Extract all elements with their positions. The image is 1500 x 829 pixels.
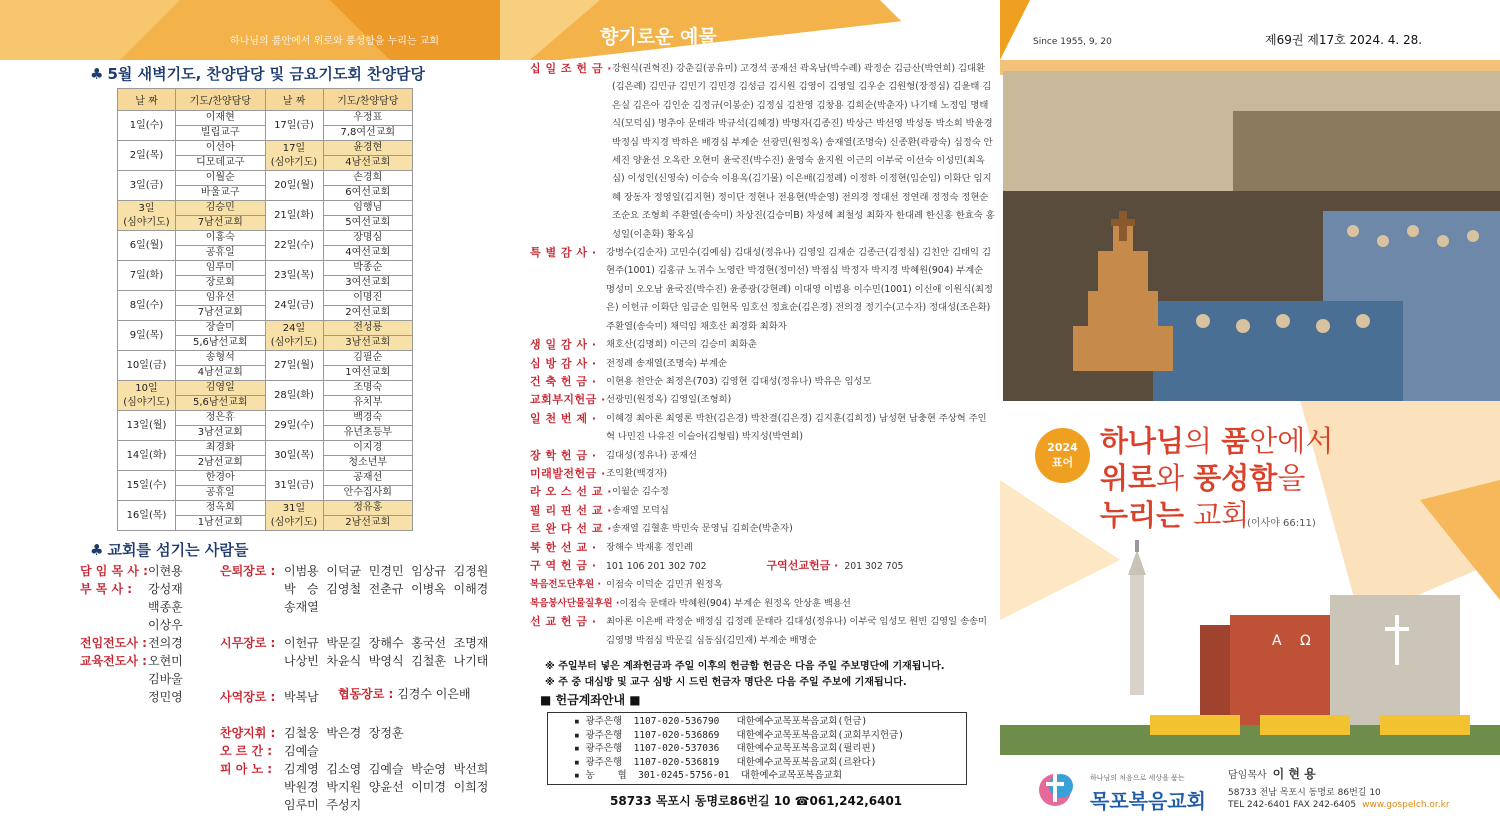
schedule-cell: 우정표 [323, 111, 413, 126]
col-date-2: 날 짜 [265, 89, 323, 111]
schedule-cell: 김승민 [176, 201, 266, 216]
panel-offerings [500, 0, 1000, 829]
staff-title [90, 539, 248, 560]
schedule-cell: 3여선교회 [323, 276, 413, 291]
schedule-cell: 24일(금) [265, 291, 323, 321]
offering-label: 라 오 스 선 교 · [530, 485, 612, 499]
header-graphic [500, 0, 1000, 60]
schedule-cell: 9일(목) [118, 321, 176, 351]
schedule-cell: 5,6남선교회 [176, 396, 266, 411]
offering-label: 교회부지헌금 · [530, 393, 606, 407]
offering-text: 채호산(김명희) 이근의 김승미 최화춘 [606, 339, 757, 351]
schedule-cell: 7일(화) [118, 261, 176, 291]
schedule-cell: 이명진 [323, 291, 413, 306]
schedule-cell: 22일(수) [265, 231, 323, 261]
staff-names: 이범용 이덕균 민경민 임상규 김정원 [284, 564, 489, 578]
staff-names: 김철웅 박은경 장정훈 [284, 726, 404, 740]
schedule-cell: 장명심 [323, 231, 413, 246]
schedule-row [118, 411, 413, 426]
account-line: ▪ 농 협 301-0245-5756-01 대한예수교목포복음교회 [574, 770, 843, 781]
offering-row [530, 410, 995, 447]
church-logo-icon [1033, 768, 1083, 808]
staff-row [80, 616, 220, 634]
offering-label: 생 일 감 사 · [530, 338, 597, 352]
staff-names: 전의경 [148, 636, 183, 650]
offering-label: 장 학 헌 금 · [530, 448, 597, 462]
offering-row [530, 465, 995, 483]
motto-word: 위로 [1100, 461, 1157, 495]
offering-text: 201 302 705 [844, 560, 904, 572]
staff-role: 찬양지휘 : [220, 726, 276, 740]
staff-names: 김바울 [148, 672, 183, 686]
staff-row [220, 778, 500, 796]
staff-names: 이현용 [148, 564, 183, 578]
offering-text: 송재열 김혈훈 박민숙 문영님 김희순(박춘자) [611, 523, 793, 535]
schedule-cell: 7남선교회 [176, 216, 266, 231]
offering-text: 101 106 201 302 702 [606, 560, 707, 572]
staff-row [220, 742, 500, 760]
offering-label: 심 방 감 사 · [530, 356, 597, 370]
account-title: ■ 헌금계좌안내 ■ [540, 693, 641, 707]
notice-2: ※ 주 중 대심방 및 교구 심방 시 드린 헌금자 명단은 다음 주일 주보에 기재됩니다. [545, 677, 907, 688]
staff-role [220, 580, 284, 598]
schedule-cell: 13일(월) [118, 411, 176, 441]
offering-row [530, 373, 995, 391]
schedule-cell: 윤경현 [323, 141, 413, 156]
schedule-cell: 조명숙 [323, 381, 413, 396]
schedule-cell: 16일(목) [118, 501, 176, 531]
offering-text: 김대성(정유나) 공재선 [606, 449, 698, 461]
church-slogan: 하나님의 처음으로 세상을 품는 [1090, 774, 1185, 782]
offering-row [530, 576, 995, 594]
offering-names [606, 355, 995, 373]
volume-info: 제69권 제17호 2024. 4. 28. [1265, 33, 1423, 47]
staff-role: 사역장로 : [220, 690, 276, 704]
schedule-row [118, 351, 413, 366]
account-line: ▪ 광주은행 1107-020-537036 대한예수교목포복음교회(필리핀) [574, 743, 877, 754]
schedule-cell: 임유선 [176, 291, 266, 306]
panel-schedule [0, 0, 500, 829]
schedule-header-row [118, 89, 413, 111]
schedule-cell: 1여선교회 [323, 366, 413, 381]
church-contact [1228, 800, 1450, 810]
schedule-row [118, 441, 413, 456]
offering-row [530, 447, 995, 465]
staff-row [220, 760, 500, 778]
schedule-cell: 15일(수) [118, 471, 176, 501]
schedule-cell: 1남선교회 [176, 516, 266, 531]
schedule-cell: 디모데교구 [176, 156, 266, 171]
account-line: ▪ 광주은행 1107-020-536819 대한예수교목포복음교회(르완다) [574, 756, 877, 768]
staff-row [80, 598, 220, 616]
staff-role [80, 616, 148, 634]
schedule-cell: 29일(수) [265, 411, 323, 441]
staff-row [80, 652, 220, 670]
schedule-cell: 안수집사회 [323, 486, 413, 501]
offering-text: 이현용 천안순 최정은(703) 김영현 김대성(정유나) 박유은 임성모 [606, 375, 872, 387]
schedule-cell: 청소년부 [323, 456, 413, 471]
worship-photo [1003, 71, 1500, 401]
associate-elder-value: 김경수 이은배 [397, 687, 471, 701]
schedule-cell: 빌립교구 [176, 126, 266, 141]
offering-names [606, 336, 995, 354]
offering-label: 구 역 헌 금 · [530, 558, 597, 572]
schedule-row [118, 381, 413, 396]
col-date-1: 날 짜 [118, 89, 176, 111]
staff-row [80, 580, 220, 598]
schedule-cell: 21일(화) [265, 201, 323, 231]
offering-text: 강병수(김순자) 고민수(김예심) 김대성(정유나) 김영일 김재순 김종근(김정심) 김친안 김태익 김현주(1001) 김홍규 노귀수 노영란 박경현(정미선) 박점심 박정자 박지경 박혜원(904) 부계순 명성미 오오남 윤국진(박수진) 윤종광(강현례) 이대영 이범용 이수민(1001) 이신애 이원식(최정은) 이헌규 이화단 임금순 임현목 임호선 정효순(김은경) 전의경 정기수(고수자) 정대성(조은화) 주환열(송숙미) 채덕임 채호산 최경화 최화자 [606, 247, 994, 332]
staff-row [220, 634, 500, 652]
schedule-cell: 백경숙 [323, 411, 413, 426]
offering-names [606, 391, 995, 409]
schedule-row [118, 291, 413, 306]
motto-word: 품 [1221, 424, 1250, 458]
offering-label: 선 교 헌 금 · [530, 615, 597, 629]
omega-letter: Ω [1300, 633, 1311, 649]
schedule-cell: 이홍숙 [176, 231, 266, 246]
schedule-cell: 10일 (심야기도) [118, 381, 176, 411]
badge-year: 2024 [1047, 441, 1078, 454]
offering-row [530, 520, 995, 538]
schedule-row [118, 171, 413, 186]
tel-fax: TEL 242-6401 FAX 242-6405 [1228, 800, 1357, 810]
schedule-cell: 김영일 [176, 381, 266, 396]
schedule-cell: 이재현 [176, 111, 266, 126]
schedule-cell: 임루미 [176, 261, 266, 276]
schedule-cell: 17일(금) [265, 111, 323, 141]
account-line: ▪ 광주은행 1107-020-536869 대한예수교목포복음교회(교회부지헌금) [574, 729, 904, 741]
schedule-cell: 6일(월) [118, 231, 176, 261]
schedule-cell: 한경아 [176, 471, 266, 486]
motto-word: 누리는 [1100, 498, 1185, 532]
offering-row [530, 244, 995, 336]
staff-row [220, 580, 500, 598]
schedule-cell: 장로회 [176, 276, 266, 291]
schedule-cell: 공휴일 [176, 486, 266, 501]
offering-names [612, 60, 995, 244]
schedule-cell: 5,6남선교회 [176, 336, 266, 351]
staff-row [220, 598, 500, 616]
bible-verse: (이사야 66:11) [1247, 518, 1316, 529]
schedule-cell: 17일 (심야기도) [265, 141, 323, 171]
staff-role: 전임전도사 : [80, 636, 147, 650]
offering-row [530, 539, 995, 557]
schedule-cell: 2여선교회 [323, 306, 413, 321]
offering-names [612, 520, 995, 538]
church-building-image [1000, 535, 1500, 755]
schedule-cell: 이선아 [176, 141, 266, 156]
pastor-name: 이 현 용 [1272, 767, 1316, 781]
staff-row [220, 562, 500, 580]
motto-badge [1035, 428, 1090, 483]
associate-elder-label: 협동장로 : [338, 687, 394, 701]
offering-names [606, 557, 995, 576]
alpha-letter: Α [1272, 633, 1282, 649]
offering-text: 이점숙 문태라 박혜원(904) 부계순 원정옥 안상훈 백용선 [619, 597, 851, 609]
schedule-cell: 24일 (심야기도) [265, 321, 323, 351]
staff-row [80, 634, 220, 652]
offering-names [606, 539, 995, 557]
schedule-cell: 6여선교회 [323, 186, 413, 201]
offering-text: 이혜경 최아론 최영론 박찬(김은경) 박찬결(김은경) 김지훈(김희정) 남성현 남충현 주상혁 주인혁 나민진 나유진 이슬아(김형림) 박지성(박연희) [606, 412, 987, 443]
schedule-cell: 7남선교회 [176, 306, 266, 321]
offering-label: 구역선교헌금 · [766, 558, 839, 572]
motto-word: 와 [1156, 461, 1194, 495]
staff-names: 이헌규 박문길 장해수 홍국선 조명재 [284, 636, 489, 650]
schedule-row [118, 501, 413, 516]
offering-label: 일 천 번 제 · [530, 411, 597, 425]
schedule-cell: 정유홍 [323, 501, 413, 516]
offering-names [606, 613, 995, 650]
offering-row [530, 613, 995, 650]
staff-role: 은퇴장로 : [220, 564, 276, 578]
church-name: 목포복음교회 [1090, 789, 1206, 813]
schedule-cell: 바울교구 [176, 186, 266, 201]
motto-word: 의 [1184, 424, 1222, 458]
schedule-cell: 2남선교회 [176, 456, 266, 471]
staff-role [220, 796, 284, 814]
staff-role: 담 임 목 사 : [80, 564, 148, 578]
motto-word: 교회 [1184, 498, 1250, 532]
staff-names: 임루미 주성지 [284, 798, 362, 812]
schedule-cell: 5여선교회 [323, 216, 413, 231]
schedule-table [117, 88, 413, 531]
offering-row [530, 336, 995, 354]
offering-text: 조익환(백경자) [606, 467, 668, 479]
offering-text: 강원식(권혁진) 강춘길(공유미) 고경석 공재선 곽옥남(박수례) 곽정순 김금산(박연희) 김대환(김은례) 김민규 김민기 김민경 김성금 김시원 김영이 김영일 김우순 김원형(장정심) 김윤태 김은실 김은아 김인순 김정규(이봉순) 김정심 김찬영 김창용 김희순(박춘자) 나기태 노정임 명태식(모덕심) 명추아 문태라 박규석(김혜경) 박명자(김종진) 박상근 박선영 박성동 박소희 박윤경 박정심 박지경 박하은 배경심 부계순 선광민(원정옥) 송재열(조명숙) 신종환(곽광숙) 심정숙 안세진 양윤선 오옥란 오현미 윤국진(박수진) 윤영숙 윤지원 이근의 이부국 이선숙 이성민(최옥심) 이성인(신영숙) 이승숙 이용옥(김기물) 이은배(김정례) 이정하 이정현(임순임) 이화단 임지혜 장동자 정영일(김지현) 정이단 정현나 전용현(박순영) 전의경 정대선 정연래 정정숙 정현순 조순요 조형희 주환열(송숙미) 차상진(김승미B) 차성혜 최철성 최화자 한대례 한신홍 한효숙 홍성일(이춘화) 황옥심 [611, 63, 995, 240]
schedule-cell: 이월순 [176, 171, 266, 186]
staff-role [220, 778, 284, 796]
schedule-cell: 3일 (심야기도) [118, 201, 176, 231]
staff-row [220, 796, 500, 814]
staff-role [220, 598, 284, 616]
offering-label: 필 리 핀 선 교 · [530, 503, 612, 517]
account-box [547, 712, 967, 785]
staff-names: 나상빈 차윤식 박영식 김철훈 나기태 [284, 654, 489, 668]
schedule-row [118, 471, 413, 486]
staff-names: 정민영 [148, 690, 183, 704]
schedule-cell: 정옥희 [176, 501, 266, 516]
staff-names: 박 승 김영철 전춘규 이병옥 이해경 [284, 582, 489, 596]
offering-text: 최아론 이은배 곽정순 배정심 김정례 문태라 김대성(정유나) 이부국 임성모 원빈 김영일 송송미 김영명 박점심 박문길 심동심(김민재) 부계순 배명순 [606, 616, 988, 646]
offering-row [530, 60, 995, 244]
schedule-cell: 8일(수) [118, 291, 176, 321]
offering-names [606, 410, 995, 447]
offering-label: 복음봉사단물질후원 · [530, 597, 620, 609]
staff-names: 박원경 박지원 양윤선 이미경 이희정 [284, 780, 489, 794]
schedule-cell: 3남선교회 [176, 426, 266, 441]
offering-row [530, 391, 995, 409]
staff-row [220, 724, 500, 742]
spacer [220, 706, 500, 724]
offering-text: 장해수 박재홍 정인례 [606, 541, 693, 553]
offerings-list [530, 60, 995, 650]
staff-role [80, 598, 148, 616]
schedule-row [118, 201, 413, 216]
staff-row [80, 670, 220, 688]
schedule-cell: 이지경 [323, 441, 413, 456]
staff-names: 오현미 [148, 654, 183, 668]
staff-title-text: 교회를 섬기는 사람들 [107, 541, 249, 559]
offering-names [606, 465, 995, 483]
schedule-row [118, 111, 413, 126]
offering-names [606, 244, 995, 336]
offering-names [620, 595, 995, 613]
schedule-cell: 3일(금) [118, 171, 176, 201]
schedule-cell: 28일(화) [265, 381, 323, 411]
schedule-cell: 전성룡 [323, 321, 413, 336]
staff-row [80, 688, 220, 706]
notice-1: ※ 주일부터 넣은 계좌헌금과 주일 이후의 헌금함 헌금은 다음 주일 주보명단에 기재됩니다. [545, 661, 945, 672]
schedule-title [90, 63, 425, 84]
schedule-cell: 31일(금) [265, 471, 323, 501]
church-address: 58733 목포시 동명로86번길 10 ☎061,242,6401 [610, 794, 903, 808]
schedule-cell: 정은휴 [176, 411, 266, 426]
col-duty-1: 기도/찬양담당 [176, 89, 266, 111]
pastor-info [1228, 765, 1316, 782]
schedule-cell: 30일(목) [265, 441, 323, 471]
header-bar [0, 0, 500, 60]
schedule-cell: 4남선교회 [323, 156, 413, 171]
schedule-row [118, 321, 413, 336]
motto-word: 하나님 [1100, 424, 1185, 458]
offering-label: 북 한 선 교 · [530, 540, 597, 554]
col-duty-2: 기도/찬양담당 [323, 89, 413, 111]
staff-names: 송재열 [284, 600, 319, 614]
staff-role: 교육전도사 : [80, 654, 147, 668]
motto-word: 풍성함 [1193, 461, 1278, 495]
schedule-cell: 7,8여선교회 [323, 126, 413, 141]
offering-names [606, 447, 995, 465]
offerings-title: 향기로운 예물 [600, 26, 717, 48]
schedule-cell: 장슬미 [176, 321, 266, 336]
offering-row [530, 355, 995, 373]
staff-role [80, 670, 148, 688]
schedule-title-text: 5월 새벽기도, 찬양담당 및 금요기도회 찬양담당 [107, 65, 426, 83]
club-icon: ♣ [90, 65, 104, 83]
offering-row [530, 557, 995, 576]
schedule-cell: 임행님 [323, 201, 413, 216]
associate-elder [338, 685, 471, 703]
offering-label: 건 축 헌 금 · [530, 374, 597, 388]
schedule-cell: 4남선교회 [176, 366, 266, 381]
pastor-label: 담임목사 [1228, 770, 1267, 781]
offering-text: 전정례 송재열(조명숙) 부계순 [606, 357, 727, 369]
offering-text: 선광민(원정옥) 김영일(조형희) [606, 394, 732, 406]
schedule-cell: 3남선교회 [323, 336, 413, 351]
staff-names: 김예슬 [284, 744, 319, 758]
schedule-cell: 유치부 [323, 396, 413, 411]
offering-label: 십 일 조 헌 금 · [530, 62, 612, 75]
staff-role: 부 목 사 : [80, 582, 133, 596]
schedule-cell: 1일(수) [118, 111, 176, 141]
staff-role: 피 아 노 : [220, 762, 273, 776]
staff-names: 강성재 [148, 582, 183, 596]
offering-label: 특 별 감 사 · [530, 246, 597, 260]
schedule-cell: 14일(화) [118, 441, 176, 471]
schedule-cell: 4여선교회 [323, 246, 413, 261]
schedule-cell: 최경화 [176, 441, 266, 456]
staff-role [220, 652, 284, 670]
staff-names: 이상우 [148, 618, 183, 632]
staff-role [80, 688, 148, 706]
spacer [220, 616, 500, 634]
motto-word: 을 [1277, 461, 1306, 495]
offering-label: 르 완 다 선 교 · [530, 522, 612, 536]
offering-text: 이월순 김수정 [611, 486, 669, 498]
account-line: ▪ 광주은행 1107-020-536790 대한예수교목포복음교회(헌금) [574, 716, 868, 727]
badge-label: 표어 [1051, 456, 1074, 469]
header-graphic [0, 0, 500, 60]
motto-text: 하나님의 품안에서 위로와 풍성함을 누리는 교회 [230, 36, 440, 47]
staff-names: 김계영 김소영 김예슬 박순영 박선희 [284, 762, 489, 776]
panel-cover [1000, 0, 1500, 829]
church-address-cover: 58733 전남 목포시 동명로 86번길 10 [1228, 788, 1381, 798]
schedule-cell: 2일(목) [118, 141, 176, 171]
since-text: Since 1955, 9, 20 [1033, 37, 1112, 47]
staff-left-list [80, 562, 220, 706]
schedule-cell: 공재선 [323, 471, 413, 486]
offering-text: 송재열 모덕심 [611, 504, 669, 516]
offering-row [530, 595, 995, 613]
offering-label: 미래발전헌금 · [530, 466, 606, 480]
club-icon: ♣ [90, 541, 104, 559]
offering-row [530, 502, 995, 520]
staff-names: 백종훈 [148, 600, 183, 614]
motto-word: 안에서 [1249, 424, 1334, 458]
schedule-cell: 20일(월) [265, 171, 323, 201]
schedule-row [118, 261, 413, 276]
schedule-cell: 유년초등부 [323, 426, 413, 441]
offering-label: 복음전도단후원 · [530, 579, 602, 591]
schedule-cell: 송형석 [176, 351, 266, 366]
schedule-cell: 공휴일 [176, 246, 266, 261]
staff-names: 박복남 [284, 690, 319, 704]
staff-role: 오 르 간 : [220, 744, 273, 758]
schedule-cell: 31일 (심야기도) [265, 501, 323, 531]
schedule-cell: 23일(목) [265, 261, 323, 291]
offering-names [612, 502, 995, 520]
schedule-row [118, 231, 413, 246]
offering-text: 이점숙 이덕순 김민귀 원정옥 [606, 579, 723, 591]
staff-row [220, 652, 500, 670]
schedule-cell: 27일(월) [265, 351, 323, 381]
offering-row [530, 483, 995, 501]
schedule-cell: 박종순 [323, 261, 413, 276]
schedule-cell: 김필순 [323, 351, 413, 366]
staff-role: 시무장로 : [220, 636, 276, 650]
schedule-cell: 손경희 [323, 171, 413, 186]
offering-names [606, 373, 995, 391]
schedule-cell: 10일(금) [118, 351, 176, 381]
schedule-cell: 2남선교회 [323, 516, 413, 531]
website-link[interactable]: www.gospelch.or.kr [1362, 800, 1450, 810]
offering-names [606, 576, 995, 594]
staff-row [80, 562, 220, 580]
schedule-row [118, 141, 413, 156]
offering-names [612, 483, 995, 501]
